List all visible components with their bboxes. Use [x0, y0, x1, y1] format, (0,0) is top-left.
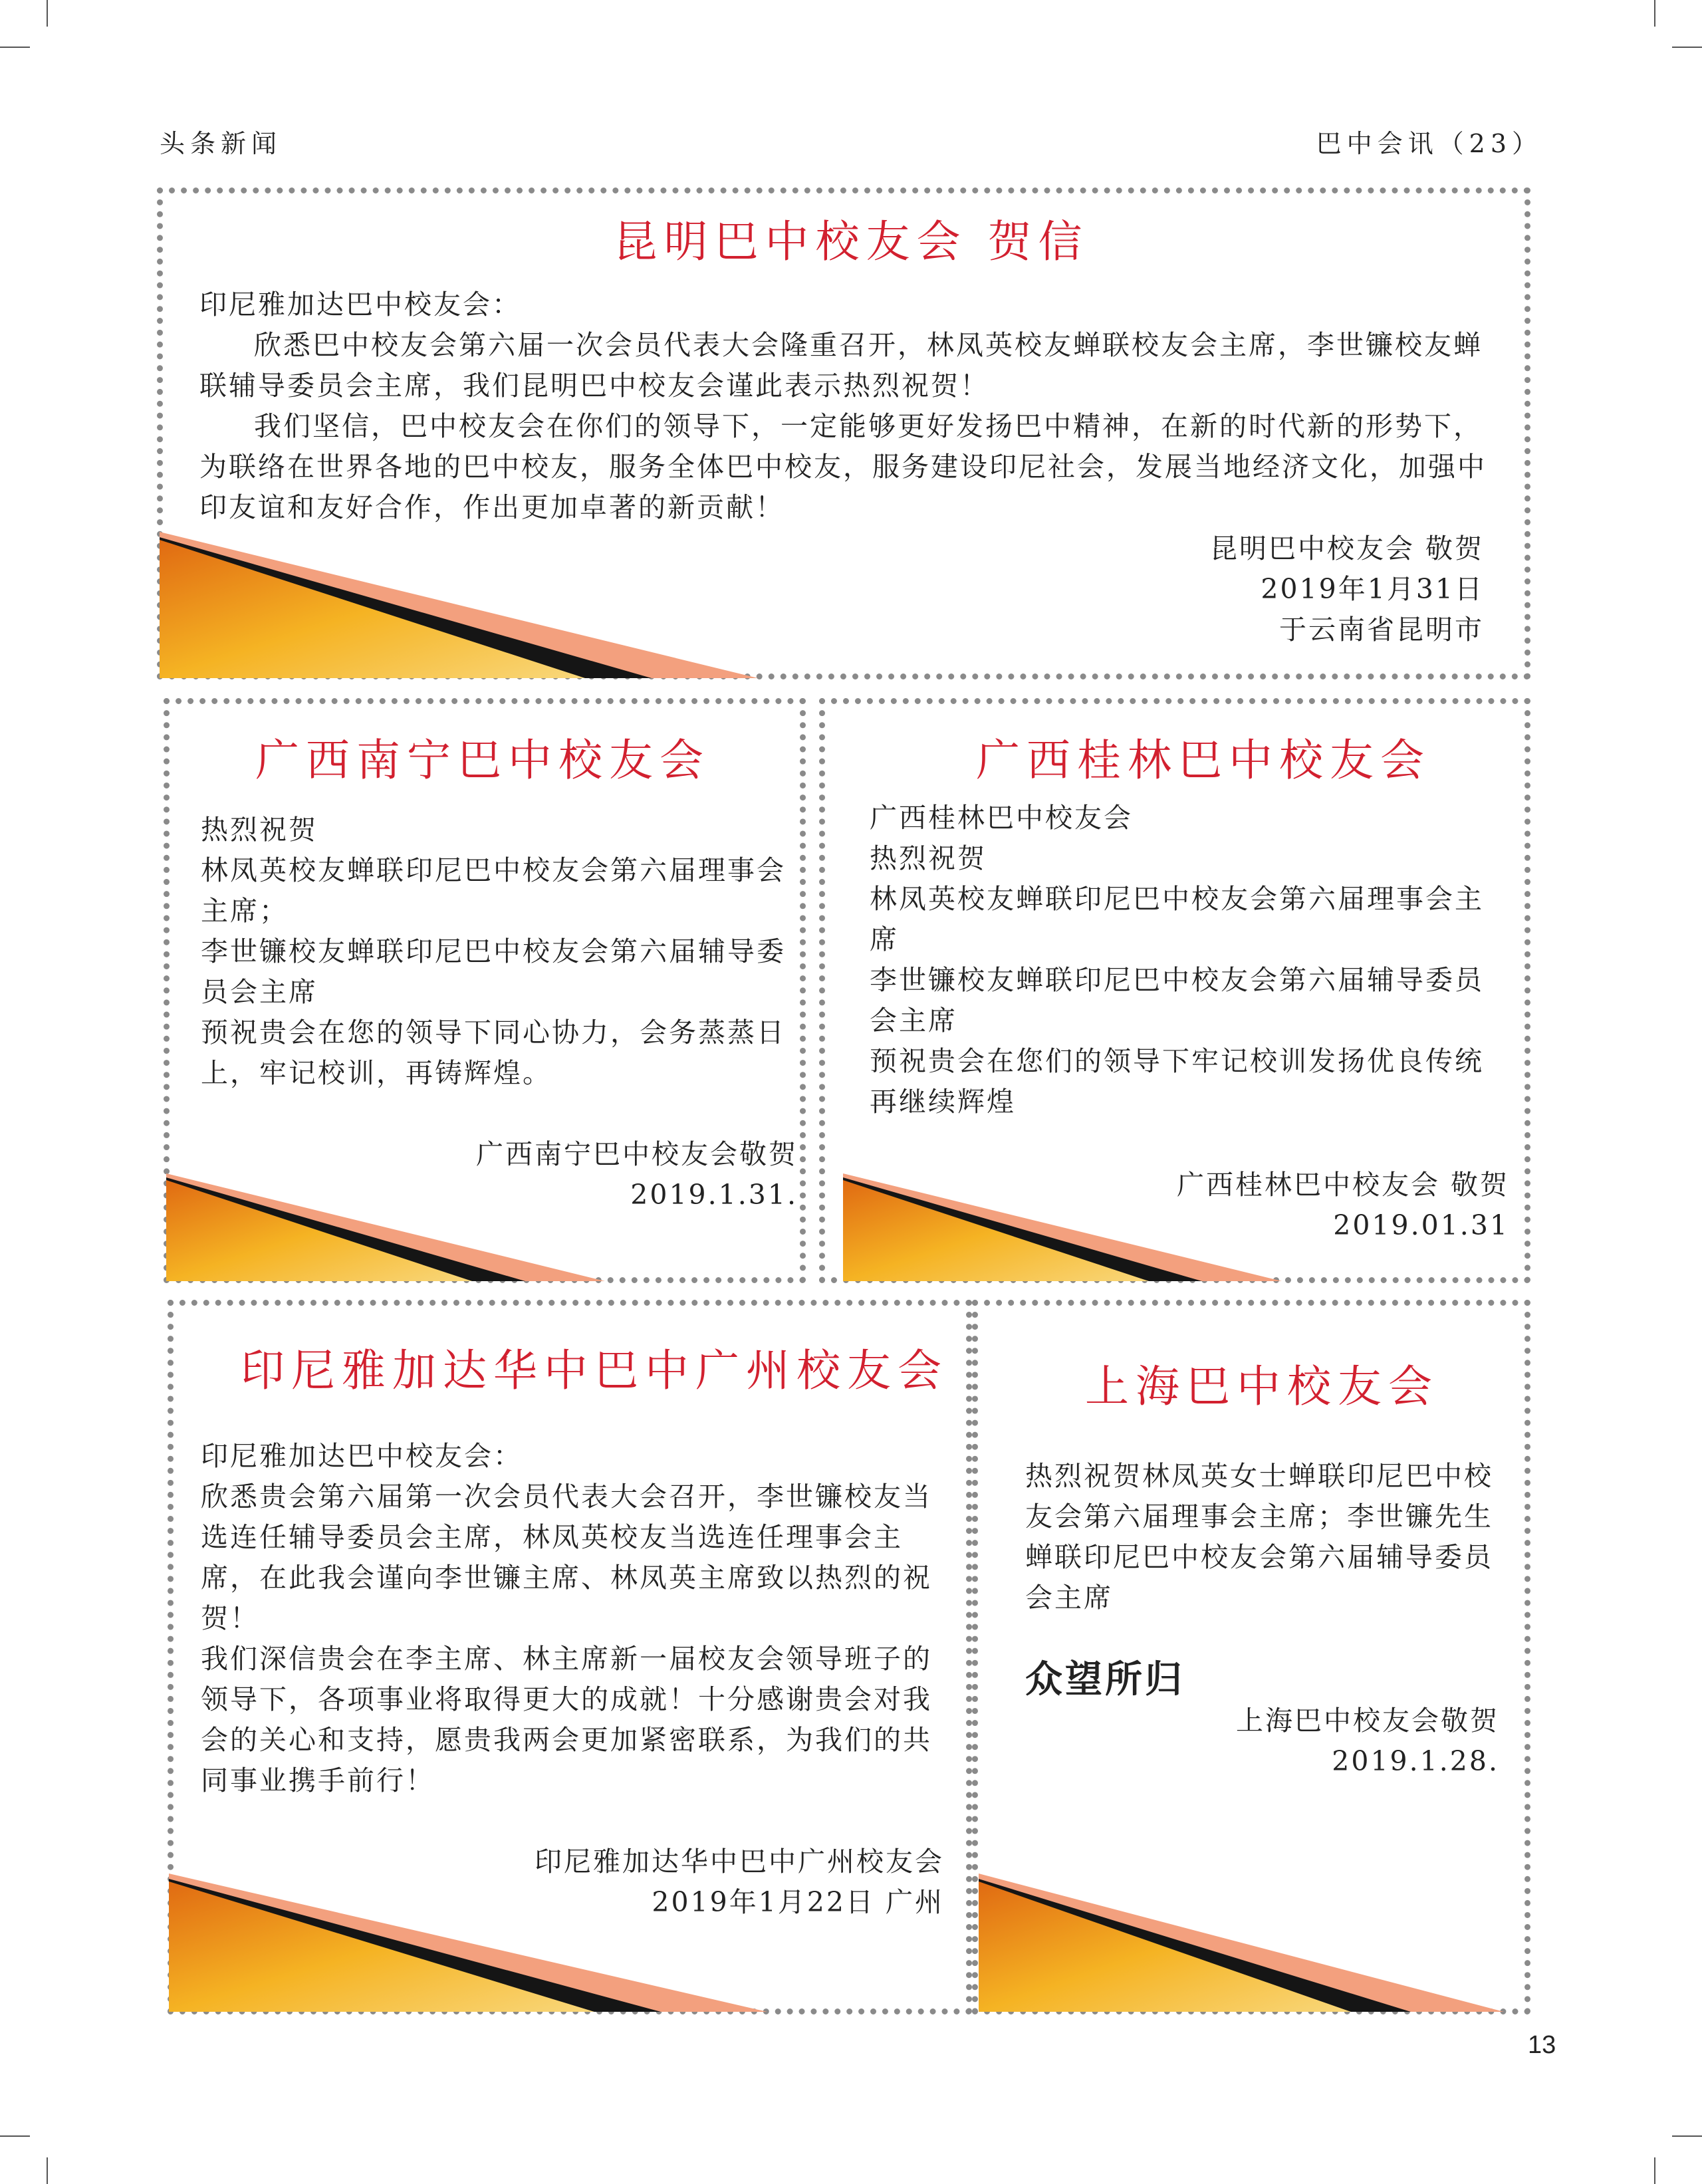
nanning-signature [476, 1134, 798, 1215]
crop-mark [1672, 2135, 1702, 2137]
guangzhou-salutation: 印尼雅加达巴中校友会： [201, 1440, 523, 1472]
shanghai-signature-date: 2019.1.28. [1332, 1745, 1499, 1777]
nanning-signature-date: 2019.1.31. [630, 1179, 798, 1211]
guangzhou-signature-org: 印尼雅加达华中巴中广州校友会 [535, 1846, 944, 1878]
shanghai-title: 上海巴中校友会 [1085, 1361, 1439, 1412]
nanning-body [201, 810, 806, 1094]
kunming-signature [1210, 529, 1484, 650]
guilin-line-5: 预祝贵会在您们的领导下牢记校训发扬优良传统再继续辉煌 [870, 1045, 1484, 1118]
kunming-signature-org: 昆明巴中校友会 敬贺 [1209, 533, 1484, 564]
kunming-signature-place: 于云南省昆明市 [1279, 614, 1484, 646]
nanning-line-1: 热烈祝贺 [201, 814, 318, 846]
page-number: 13 [1528, 2031, 1556, 2059]
nanning-line-4: 预祝贵会在您的领导下同心协力，会务蒸蒸日上，牢记校训，再铸辉煌。 [201, 1017, 786, 1089]
issue-label: 巴中会讯（23） [1316, 129, 1542, 158]
kunming-body [199, 285, 1493, 528]
crop-mark [47, 2157, 48, 2184]
guangzhou-signature-date: 2019年1月22日 广州 [652, 1886, 944, 1918]
crop-mark [0, 47, 30, 48]
shanghai-signature-org: 上海巴中校友会敬贺 [1236, 1705, 1499, 1737]
crop-mark [1654, 0, 1655, 27]
kunming-paragraph-2: 我们坚信，巴中校友会在你们的领导下，一定能够更好发扬巴中精神，在新的时代新的形势下，为联络在世界各地的巴中校友，服务全体巴中校友，服务建设印尼社会，发展当地经济文化，加强中印友谊和友好合作，作出更加卓著的新贡献！ [199, 410, 1487, 523]
crop-mark [1672, 47, 1702, 48]
crop-mark [0, 2135, 30, 2137]
shanghai-motto: 众望所归 [1025, 1658, 1185, 1701]
nanning-line-2: 林凤英校友蝉联印尼巴中校友会第六届理事会主席； [201, 854, 786, 927]
guilin-signature-date: 2019.01.31 [1333, 1209, 1509, 1241]
section-label: 头条新闻 [160, 129, 283, 158]
nanning-signature-org: 广西南宁巴中校友会敬贺 [476, 1138, 798, 1170]
guilin-line-2: 热烈祝贺 [870, 842, 987, 874]
nanning-line-3: 李世镰校友蝉联印尼巴中校友会第六届辅导委员会主席 [201, 935, 786, 1008]
guilin-signature-org: 广西桂林巴中校友会 敬贺 [1176, 1169, 1509, 1201]
shanghai-body: 热烈祝贺林凤英女士蝉联印尼巴中校友会第六届理事会主席；李世镰先生蝉联印尼巴中校友会第六届辅导委员会主席 [1025, 1460, 1493, 1614]
guilin-line-4: 李世镰校友蝉联印尼巴中校友会第六届辅导委员会主席 [870, 964, 1484, 1036]
kunming-title: 昆明巴中校友会 贺信 [613, 216, 1089, 267]
guilin-title: 广西桂林巴中校友会 [976, 735, 1431, 786]
shanghai-signature [1236, 1701, 1499, 1782]
nanning-title: 广西南宁巴中校友会 [255, 735, 710, 786]
guilin-line-1: 广西桂林巴中校友会 [870, 802, 1133, 834]
guilin-line-3: 林凤英校友蝉联印尼巴中校友会第六届理事会主席 [870, 883, 1484, 955]
guangzhou-signature [535, 1842, 944, 1923]
guangzhou-paragraph-1: 欣悉贵会第六届第一次会员代表大会召开，李世镰校友当选连任辅导委员会主席，林凤英校友当选连任理事会主席，在此我会谨向李世镰主席、林凤英主席致以热烈的祝贺！ [201, 1481, 932, 1634]
guangzhou-body [201, 1436, 952, 1801]
guangzhou-title: 印尼雅加达华中巴中广州校友会 [241, 1345, 948, 1396]
gold-wedge-decoration [979, 1874, 1504, 2012]
gold-wedge-decoration [160, 532, 758, 678]
guilin-body [870, 798, 1508, 1122]
guangzhou-paragraph-2: 我们深信贵会在李主席、林主席新一届校友会领导班子的领导下，各项事业将取得更大的成就！十分感谢贵会对我会的关心和支持，愿贵我两会更加紧密联系，为我们的共同事业携手前行！ [201, 1643, 932, 1796]
kunming-salutation: 印尼雅加达巴中校友会： [199, 289, 521, 320]
kunming-signature-date: 2019年1月31日 [1261, 573, 1484, 605]
guilin-signature [1177, 1165, 1509, 1246]
crop-mark [47, 0, 48, 27]
crop-mark [1654, 2157, 1655, 2184]
kunming-paragraph-1: 欣悉巴中校友会第六届一次会员代表大会隆重召开，林凤英校友蝉联校友会主席，李世镰校友蝉联辅导委员会主席，我们昆明巴中校友会谨此表示热烈祝贺！ [199, 329, 1483, 402]
